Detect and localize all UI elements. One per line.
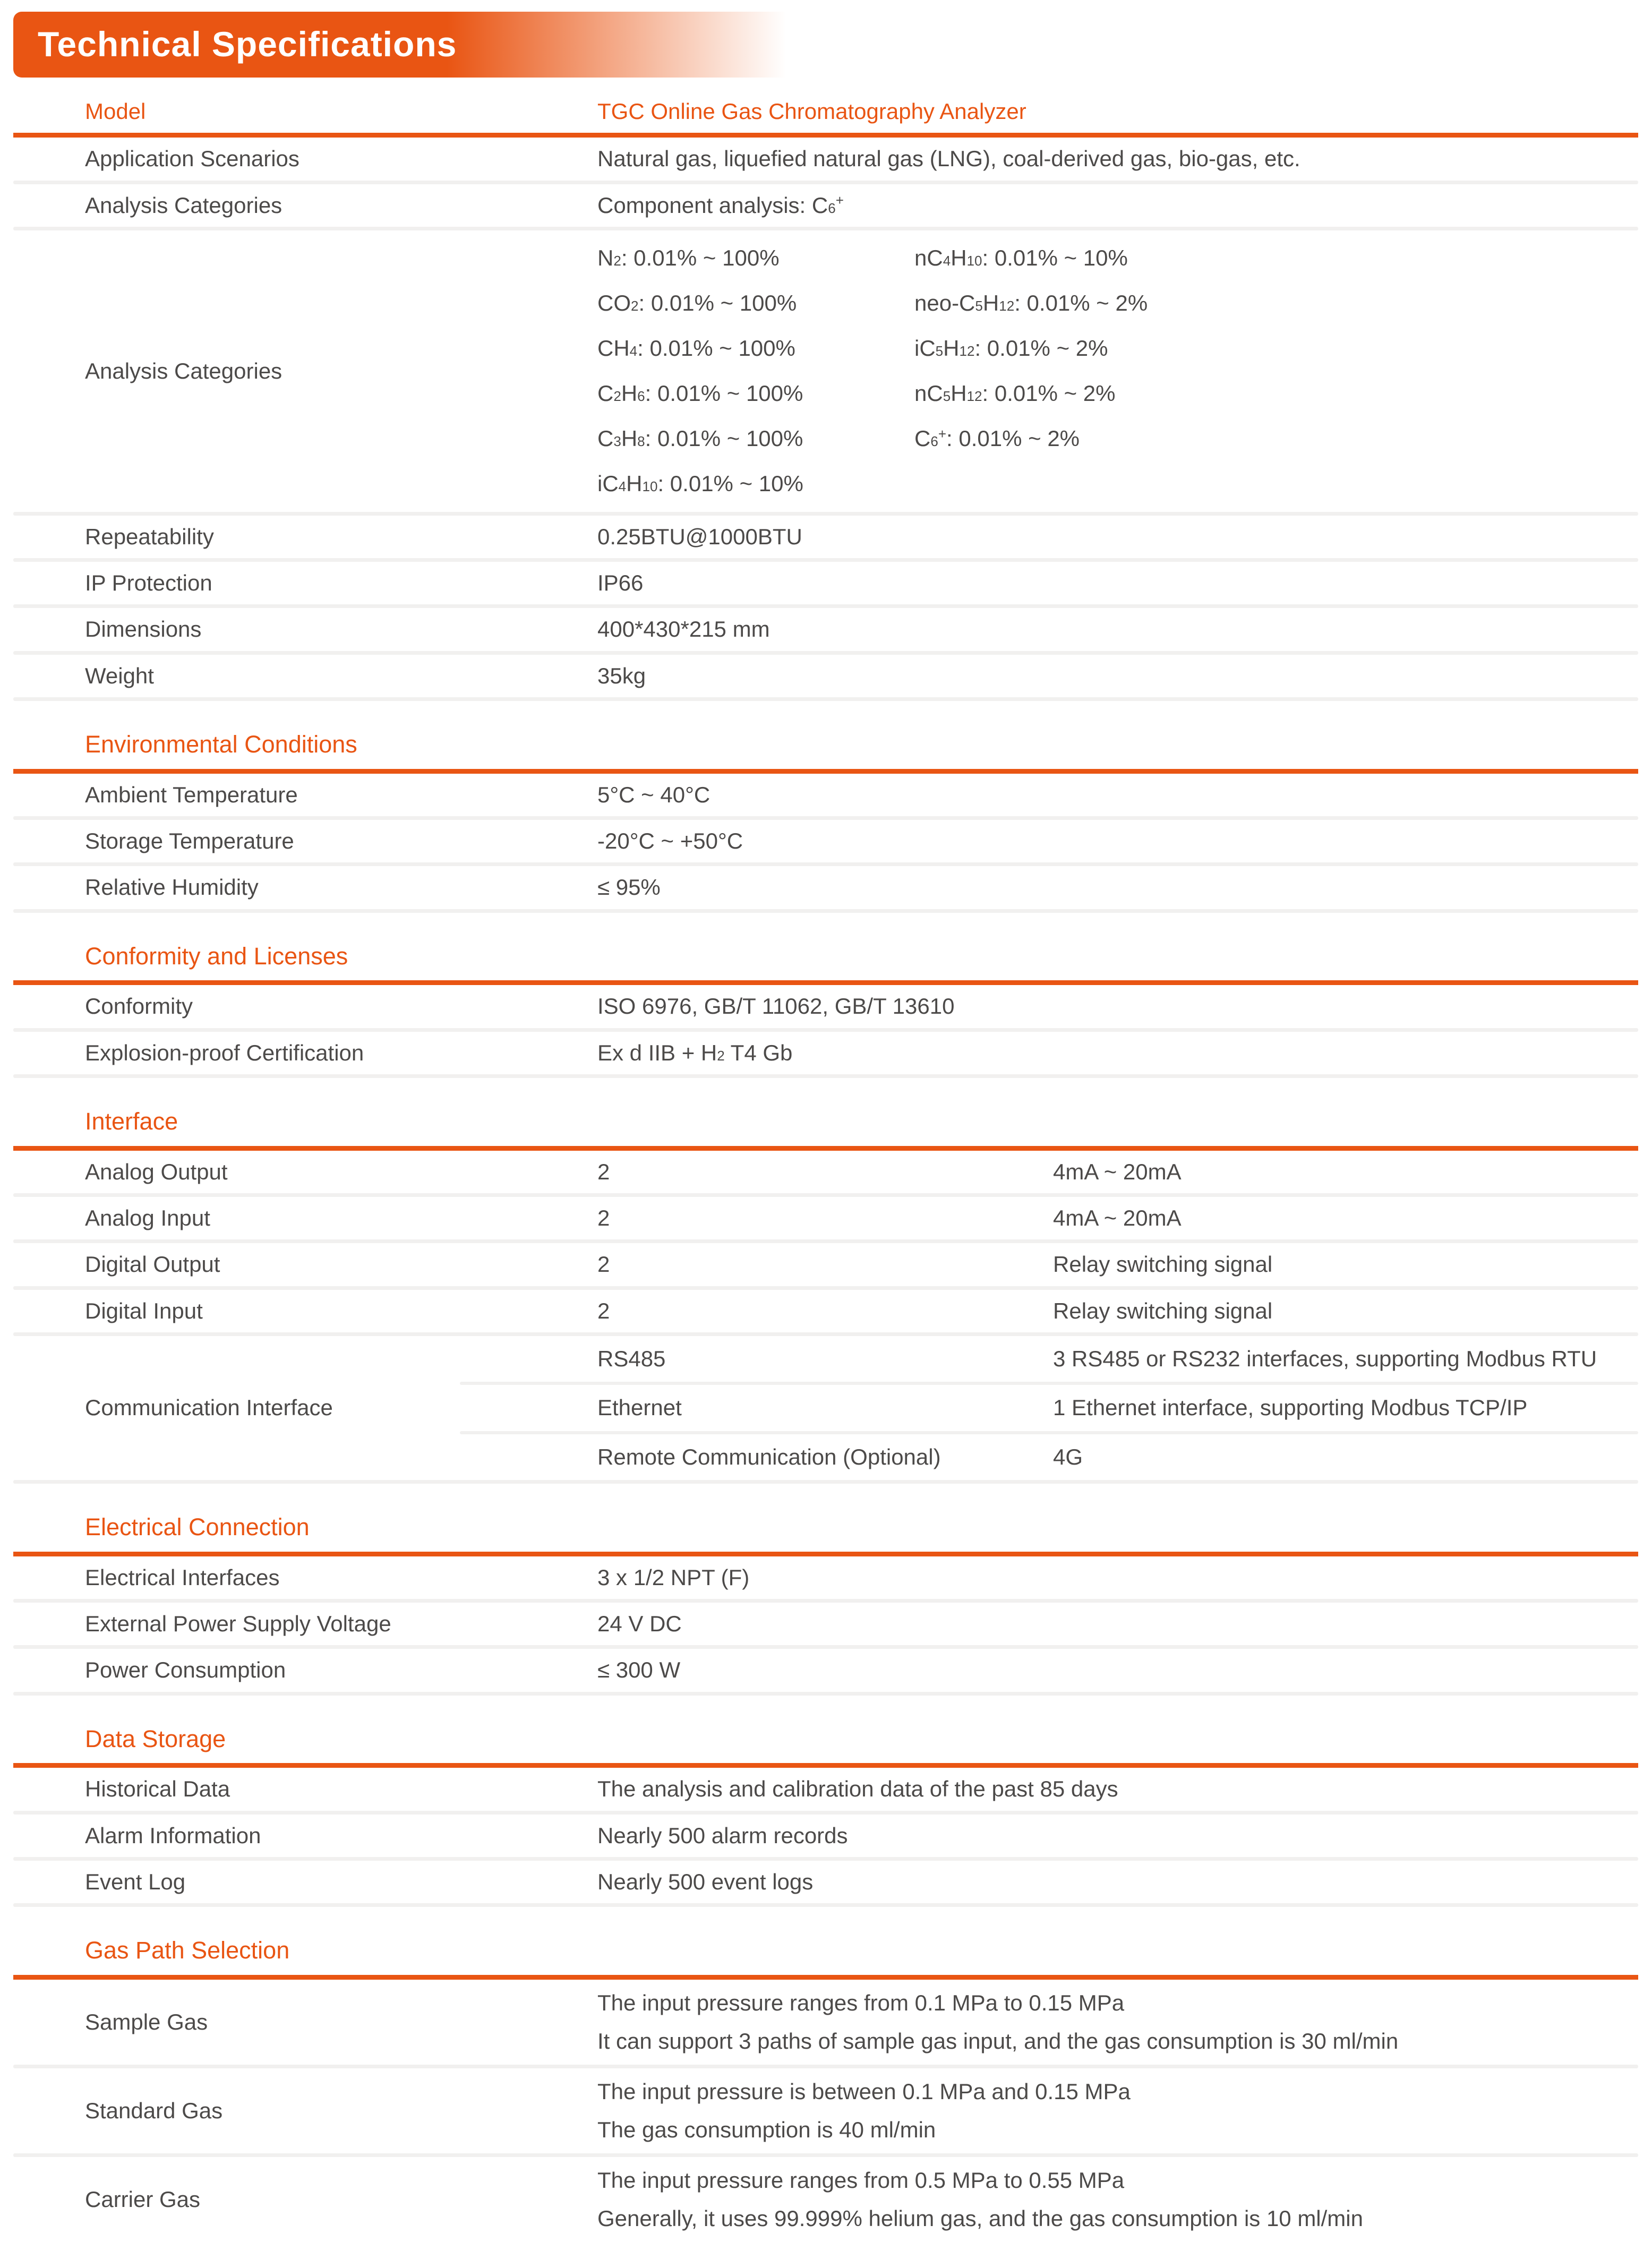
- gas-formula: CO2: [597, 290, 639, 316]
- gas-formula: nC5H12: [914, 381, 982, 406]
- spec-label: Digital Input: [85, 1298, 203, 1323]
- section-rule: [13, 980, 1638, 985]
- spec-value: ≤ 300 W: [597, 1657, 681, 1683]
- spec-value-lines: [597, 2080, 1638, 2142]
- spec-label: Application Scenarios: [85, 146, 299, 172]
- comm-desc: 1 Ethernet interface, supporting Modbus TCP/IP: [1053, 1395, 1528, 1420]
- comm-name: RS485: [597, 1346, 666, 1371]
- row-divider: [13, 1811, 1638, 1815]
- spec-row-ip-protection: [13, 562, 1638, 604]
- spec-row-communication-interface: [13, 1336, 1638, 1480]
- spec-label: Communication Interface: [85, 1395, 333, 1420]
- spec-desc: Relay switching signal: [1053, 1298, 1273, 1323]
- comm-desc: 4G: [1053, 1444, 1083, 1469]
- spec-row-event-log: [13, 1861, 1638, 1903]
- spec-value: The analysis and calibration data of the past 85 days: [597, 1776, 1118, 1802]
- spec-row-digital-input: [13, 1290, 1638, 1332]
- row-divider: [13, 862, 1638, 866]
- spec-row-analog-output: [13, 1151, 1638, 1193]
- spec-label: Ambient Temperature: [85, 782, 298, 807]
- row-divider: [13, 1480, 1638, 1484]
- gas-range-value: : 0.01% ~ 2%: [1014, 290, 1148, 316]
- row-divider: [13, 816, 1638, 820]
- spec-label: Electrical Interfaces: [85, 1564, 280, 1590]
- spec-qty: 2: [597, 1159, 610, 1184]
- spec-row-ambient-temperature: [13, 774, 1638, 816]
- spec-label: Power Consumption: [85, 1657, 286, 1683]
- spec-row-conformity: [13, 985, 1638, 1028]
- spec-row-analysis-categories: [13, 184, 1638, 227]
- comm-subrow-remote: [597, 1434, 1638, 1480]
- spec-value: Component analysis: C6+: [597, 192, 844, 218]
- comm-name: Remote Communication (Optional): [597, 1444, 941, 1469]
- spec-value: Nearly 500 alarm records: [597, 1822, 848, 1848]
- section-title-interface: Interface: [85, 1108, 178, 1135]
- spec-row-historical-data: [13, 1768, 1638, 1810]
- gas-range-columns: [597, 236, 1638, 507]
- gas-formula: C6+: [914, 425, 947, 451]
- spec-row-digital-output: [13, 1243, 1638, 1286]
- spec-label: Standard Gas: [85, 2098, 223, 2123]
- gas-range-value: : 0.01% ~ 100%: [645, 426, 803, 451]
- row-divider: [13, 1193, 1638, 1197]
- row-divider: [13, 909, 1638, 913]
- gas-range: [597, 461, 914, 507]
- section-title-electrical: Electrical Connection: [85, 1513, 310, 1541]
- gas-range: [597, 371, 914, 416]
- spec-qty: 2: [597, 1298, 610, 1323]
- gas-range-value: : 0.01% ~ 100%: [645, 381, 803, 406]
- spec-label: Alarm Information: [85, 1822, 261, 1848]
- gas-range: [914, 326, 1638, 371]
- section-rule: [13, 769, 1638, 774]
- row-divider: [13, 2065, 1638, 2068]
- model-row: [13, 78, 1638, 133]
- spec-value: 3 x 1/2 NPT (F): [597, 1564, 750, 1590]
- spec-row-power-supply: [13, 1603, 1638, 1645]
- spec-label: Storage Temperature: [85, 828, 294, 854]
- spec-label: Historical Data: [85, 1776, 230, 1802]
- gas-formula: C3H8: [597, 426, 645, 451]
- section-title-gas-path: Gas Path Selection: [85, 1937, 290, 1964]
- spec-row-application-scenarios: [13, 138, 1638, 180]
- gas-range: [597, 326, 914, 371]
- spec-value: ISO 6976, GB/T 11062, GB/T 13610: [597, 994, 955, 1019]
- row-divider: [13, 651, 1638, 655]
- spec-label: Analysis Categories: [85, 192, 283, 218]
- row-divider: [13, 604, 1638, 608]
- spec-label: Event Log: [85, 1869, 186, 1894]
- spec-desc: 4mA ~ 20mA: [1053, 1159, 1182, 1184]
- gas-range-value: : 0.01% ~ 100%: [621, 245, 780, 271]
- gas-formula: iC5H12: [914, 336, 975, 361]
- gas-range-value: : 0.01% ~ 10%: [982, 245, 1128, 271]
- spec-value: 5°C ~ 40°C: [597, 782, 711, 807]
- spec-desc: 4mA ~ 20mA: [1053, 1205, 1182, 1231]
- row-divider: [13, 1028, 1638, 1032]
- spec-label: Explosion-proof Certification: [85, 1040, 364, 1065]
- spec-row-repeatability: [13, 516, 1638, 558]
- spec-label: Conformity: [85, 994, 193, 1019]
- spec-value-line: It can support 3 paths of sample gas input, and the gas consumption is 30 ml/min: [597, 2028, 1399, 2053]
- section-title-data-storage: Data Storage: [85, 1725, 226, 1752]
- row-divider: [13, 1599, 1638, 1603]
- section-rule: [13, 1552, 1638, 1556]
- comm-subrow-ethernet: [597, 1385, 1638, 1431]
- spec-label: External Power Supply Voltage: [85, 1611, 391, 1636]
- comm-desc: 3 RS485 or RS232 interfaces, supporting Modbus RTU: [1053, 1346, 1597, 1371]
- gas-range: [914, 371, 1638, 416]
- spec-value-line: The gas consumption is 40 ml/min: [597, 2117, 936, 2142]
- spec-value: Ex d IIB + H2 T4 Gb: [597, 1040, 793, 1065]
- spec-label: Analog Output: [85, 1159, 228, 1184]
- gas-formula: nC4H10: [914, 245, 982, 271]
- spec-label: Repeatability: [85, 524, 214, 549]
- spec-row-dimensions: [13, 608, 1638, 651]
- spec-label: Sample Gas: [85, 2009, 208, 2034]
- gas-formula: N2: [597, 245, 621, 271]
- spec-row-sample-gas: [13, 1980, 1638, 2065]
- spec-value-line: Generally, it uses 99.999% helium gas, and the gas consumption is 10 ml/min: [597, 2205, 1363, 2231]
- gas-range: [597, 416, 914, 461]
- gas-range-value: : 0.01% ~ 2%: [974, 336, 1108, 361]
- spec-label: Relative Humidity: [85, 875, 259, 900]
- spec-value: 400*430*215 mm: [597, 617, 770, 642]
- row-divider: [13, 1645, 1638, 1649]
- spec-label: IP Protection: [85, 570, 212, 596]
- row-divider: [13, 181, 1638, 184]
- spec-value-line: The input pressure is between 0.1 MPa and 0.15 MPa: [597, 2078, 1131, 2104]
- section-rule: [13, 133, 1638, 138]
- spec-label: Weight: [85, 663, 154, 688]
- row-divider: [13, 1692, 1638, 1696]
- spec-label: Digital Output: [85, 1252, 220, 1277]
- spec-label: Analog Input: [85, 1205, 210, 1231]
- comm-name: Ethernet: [597, 1395, 682, 1420]
- spec-label: Carrier Gas: [85, 2186, 201, 2212]
- spec-row-explosion-proof: [13, 1032, 1638, 1074]
- spec-row-standard-gas: [13, 2068, 1638, 2153]
- spec-row-alarm-information: [13, 1815, 1638, 1857]
- spec-row-analysis-ranges: [13, 230, 1638, 512]
- gas-range-value: : 0.01% ~ 2%: [946, 426, 1080, 451]
- spec-row-relative-humidity: [13, 866, 1638, 909]
- spec-value-line: The input pressure ranges from 0.5 MPa to 0.55 MPa: [597, 2167, 1125, 2193]
- gas-formula: neo-C5H12: [914, 290, 1015, 316]
- spec-desc: Relay switching signal: [1053, 1252, 1273, 1277]
- gas-range-column-left: [597, 236, 914, 507]
- gas-range-value: : 0.01% ~ 2%: [982, 381, 1116, 406]
- gas-range-value: : 0.01% ~ 10%: [657, 471, 803, 497]
- gas-range-value: : 0.01% ~ 100%: [638, 290, 797, 316]
- comm-subrow-rs485: [597, 1336, 1638, 1382]
- gas-range-column-right: [914, 236, 1638, 507]
- row-divider: [13, 1074, 1638, 1078]
- spec-label: Dimensions: [85, 617, 202, 642]
- spec-value: 24 V DC: [597, 1611, 682, 1636]
- gas-range: [914, 416, 1638, 461]
- spec-value: 0.25BTU@1000BTU: [597, 524, 802, 549]
- spec-value: IP66: [597, 570, 644, 596]
- section-title-conformity: Conformity and Licenses: [85, 942, 348, 970]
- spec-value: 35kg: [597, 663, 646, 688]
- section-title-environmental: Environmental Conditions: [85, 731, 357, 758]
- row-divider: [13, 1332, 1638, 1336]
- row-divider: [13, 1239, 1638, 1243]
- model-value: TGC Online Gas Chromatography Analyzer: [597, 99, 1026, 124]
- spec-row-storage-temperature: [13, 820, 1638, 862]
- spec-qty: 2: [597, 1252, 610, 1277]
- comm-subrows: [597, 1336, 1638, 1480]
- row-divider: [13, 1903, 1638, 1907]
- page-title: Technical Specifications: [38, 24, 457, 64]
- section-rule: [13, 1146, 1638, 1151]
- spec-value: ≤ 95%: [597, 875, 661, 900]
- spec-row-power-consumption: [13, 1649, 1638, 1691]
- gas-formula: CH4: [597, 336, 638, 361]
- gas-range: [914, 236, 1638, 281]
- spec-value: -20°C ~ +50°C: [597, 828, 743, 854]
- spec-row-weight: [13, 655, 1638, 697]
- row-divider: [13, 227, 1638, 230]
- spec-table: [13, 78, 1638, 2242]
- row-divider: [13, 512, 1638, 516]
- spec-row-electrical-interfaces: [13, 1556, 1638, 1599]
- gas-range: [597, 281, 914, 326]
- gas-range: [914, 281, 1638, 326]
- spec-value-line: The input pressure ranges from 0.1 MPa to 0.15 MPa: [597, 1990, 1125, 2015]
- gas-formula: iC4H10: [597, 471, 658, 497]
- spec-value-lines: [597, 1991, 1638, 2053]
- row-divider: [13, 1286, 1638, 1290]
- model-label: Model: [85, 99, 146, 124]
- row-divider: [13, 697, 1638, 701]
- spec-qty: 2: [597, 1205, 610, 1231]
- spec-sheet: [0, 12, 1652, 2242]
- spec-value: Nearly 500 event logs: [597, 1869, 814, 1894]
- spec-value: Natural gas, liquefied natural gas (LNG), coal-derived gas, bio-gas, etc.: [597, 146, 1300, 172]
- spec-label: Analysis Categories: [85, 358, 283, 383]
- gas-range: [597, 236, 914, 281]
- spec-value-lines: [597, 2168, 1638, 2231]
- gas-formula: C2H6: [597, 381, 645, 406]
- gas-range-value: : 0.01% ~ 100%: [637, 336, 795, 361]
- row-divider: [13, 558, 1638, 562]
- row-divider: [13, 2153, 1638, 2157]
- section-rule: [13, 1975, 1638, 1980]
- title-banner: [13, 12, 802, 78]
- spec-row-analog-input: [13, 1197, 1638, 1239]
- row-divider: [13, 1857, 1638, 1861]
- section-rule: [13, 1763, 1638, 1768]
- spec-row-carrier-gas: [13, 2157, 1638, 2242]
